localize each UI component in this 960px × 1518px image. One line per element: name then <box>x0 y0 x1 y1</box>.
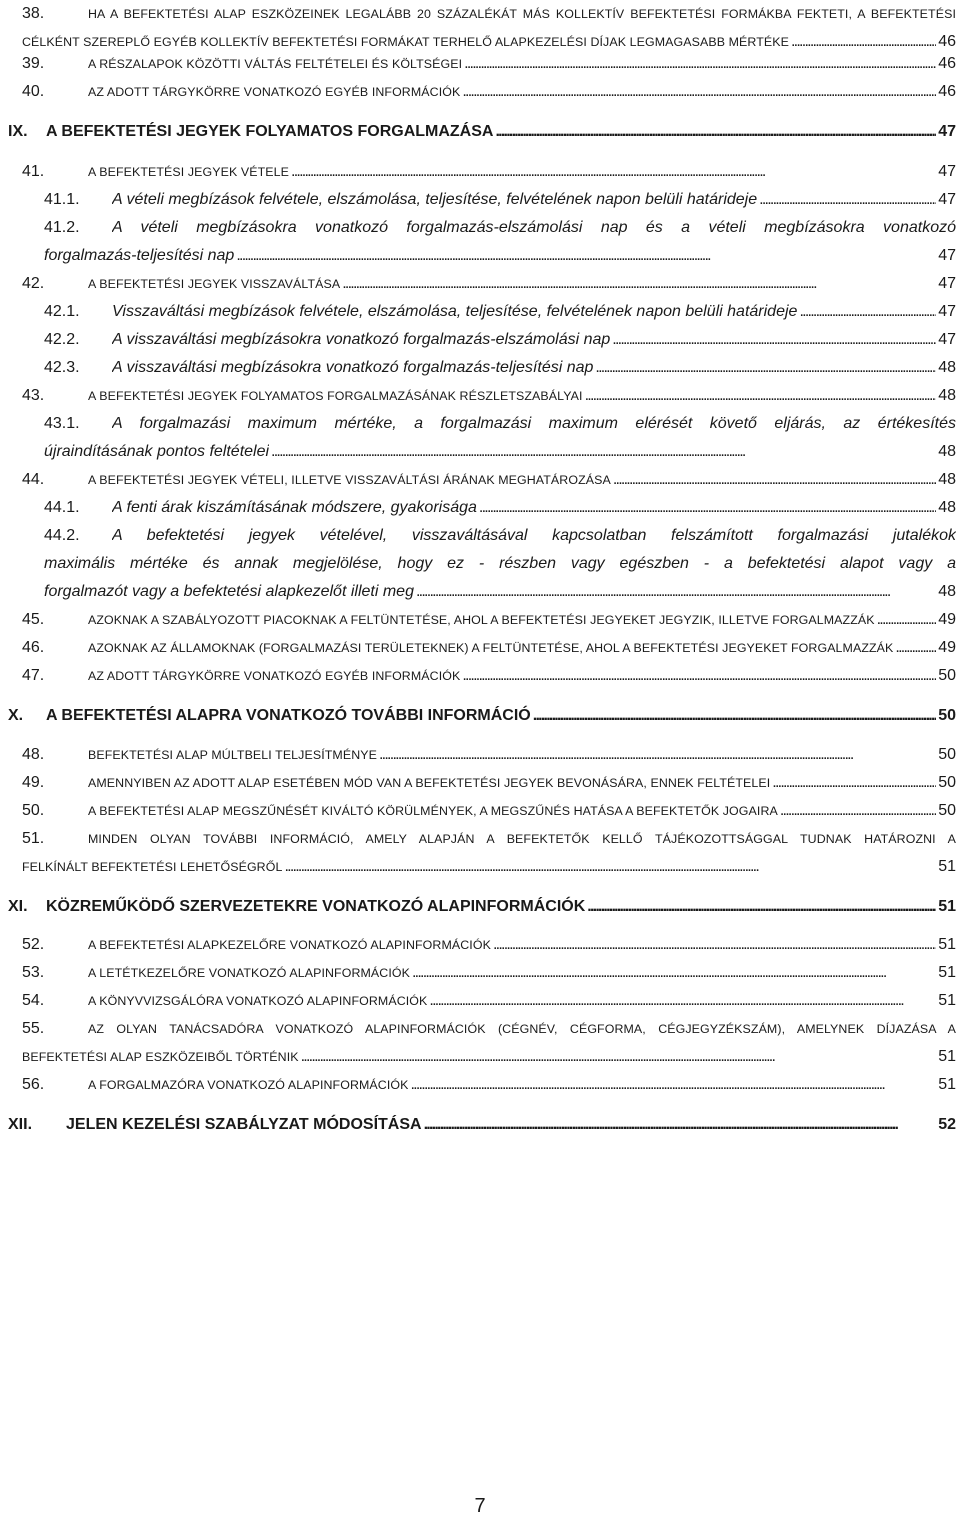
dot-leader <box>612 328 936 352</box>
toc-number: 43.1. <box>44 415 80 432</box>
toc-number: IX. <box>8 123 28 140</box>
toc-title: A BEFEKTETÉSI JEGYEK VÉTELI, ILLETVE VISSZAVÁLTÁSI ÁRÁNAK MEGHATÁROZÁSA <box>88 473 611 487</box>
toc-number: 42.1. <box>44 303 80 320</box>
dot-leader <box>495 120 936 144</box>
toc-line <box>0 580 960 604</box>
dot-leader <box>613 468 936 492</box>
dot-leader <box>412 961 936 985</box>
toc-page-number: 48 <box>938 359 956 376</box>
toc-title: A BEFEKTETÉSI JEGYEK FOLYAMATOS FORGALMAZÁSÁNAK RÉSZLETSZABÁLYAI <box>88 389 583 403</box>
toc-title: Visszaváltási megbízások felvétele, elszámolása, teljesítése, felvételének napon belüli határideje <box>112 303 798 320</box>
toc-title: A LETÉTKEZELŐRE VONATKOZÓ ALAPINFORMÁCIÓK <box>88 966 410 980</box>
toc-page-number: 48 <box>938 387 956 404</box>
toc-title: A KÖNYVVIZSGÁLÓRA VONATKOZÓ ALAPINFORMÁCIÓK <box>88 994 428 1008</box>
toc-line <box>0 244 960 268</box>
toc-title: A BEFEKTETÉSI ALAPRA VONATKOZÓ TOVÁBBI INFORMÁCIÓ <box>46 707 531 724</box>
toc-line <box>0 188 960 212</box>
toc-line <box>0 895 960 919</box>
toc-line <box>0 468 960 492</box>
dot-leader <box>533 704 936 728</box>
toc-number: 46. <box>22 639 45 656</box>
toc-page-number: 49 <box>938 639 956 656</box>
toc-number: 53. <box>22 964 45 981</box>
toc-line <box>0 827 960 851</box>
toc-line <box>0 216 960 240</box>
toc-number: 39. <box>22 55 45 72</box>
toc-line <box>0 160 960 184</box>
toc-number: 42. <box>22 275 45 292</box>
toc-line <box>0 120 960 144</box>
toc-number: 50. <box>22 802 45 819</box>
toc-title: A RÉSZALAPOK KÖZÖTTI VÁLTÁS FELTÉTELEI ÉS KÖLTSÉGEI <box>88 57 463 71</box>
dot-leader <box>464 52 936 76</box>
dot-leader <box>284 855 936 879</box>
toc-line <box>0 704 960 728</box>
toc-page-number: 50 <box>938 667 956 684</box>
toc-line <box>0 328 960 352</box>
toc-line <box>0 1073 960 1097</box>
toc-title: forgalmazás-teljesítési nap <box>44 247 235 264</box>
toc-page-number: 51 <box>938 1048 956 1065</box>
dot-leader <box>895 636 936 660</box>
dot-leader <box>595 356 936 380</box>
toc-number: 56. <box>22 1076 45 1093</box>
toc-page-number: 51 <box>938 936 956 953</box>
toc-number: 55. <box>22 1020 45 1037</box>
dot-leader <box>416 580 936 604</box>
toc-line <box>0 855 960 879</box>
toc-line <box>0 524 960 548</box>
toc-number: 45. <box>22 611 45 628</box>
toc-line <box>0 664 960 688</box>
toc-page-number: 47 <box>938 303 956 320</box>
toc-page-number: 48 <box>938 443 956 460</box>
toc-number: XII. <box>8 1116 33 1133</box>
toc-number: 42.3. <box>44 359 80 376</box>
toc-line <box>0 384 960 408</box>
toc-page-number: 47 <box>938 247 956 264</box>
toc-number: 42.2. <box>44 331 80 348</box>
toc-title: BEFEKTETÉSI ALAP ESZKÖZEIBŐL TÖRTÉNIK <box>22 1050 299 1064</box>
dot-leader <box>271 440 936 464</box>
toc-title: AZ ADOTT TÁRGYKÖRRE VONATKOZÓ EGYÉB INFORMÁCIÓK <box>88 669 461 683</box>
toc-page-number: 50 <box>938 746 956 763</box>
toc-title: maximális mértéke és annak megjelölése, hogy ez - részben vagy egészben - a befektetési alapot vagy a <box>44 555 956 572</box>
toc-page-number: 50 <box>938 707 956 724</box>
toc-number: 52. <box>22 936 45 953</box>
toc-number: X. <box>8 707 24 724</box>
dot-leader <box>780 799 936 823</box>
toc-number: 54. <box>22 992 45 1009</box>
dot-leader <box>291 160 936 184</box>
toc-title: AZOKNAK AZ ÁLLAMOKNAK (FORGALMAZÁSI TERÜLETEKNEK) A FELTÜNTETÉSE, AHOL A BEFEKTETÉSI JEGYEKET FORGALMAZZÁK <box>88 641 894 655</box>
toc-title: A FORGALMAZÓRA VONATKOZÓ ALAPINFORMÁCIÓK <box>88 1078 409 1092</box>
toc-title: AZOKNAK A SZABÁLYOZOTT PIACOKNAK A FELTÜNTETÉSE, AHOL A BEFEKTETÉSI JEGYEKET JEGYZIK, ILLETVE FORGALMAZZÁK <box>88 613 875 627</box>
toc-line <box>0 496 960 520</box>
toc-line <box>0 989 960 1013</box>
toc-page-number: 51 <box>938 898 956 915</box>
dot-leader <box>410 1073 936 1097</box>
toc-title: A forgalmazási maximum mértéke, a forgalmazási maximum elérését követő eljárás, az értékesítés <box>112 415 956 432</box>
toc-line <box>0 356 960 380</box>
dot-leader <box>587 895 936 919</box>
toc-page-number: 47 <box>938 275 956 292</box>
dot-leader <box>462 664 936 688</box>
toc-line <box>0 552 960 576</box>
toc-number: 44.1. <box>44 499 80 516</box>
toc-title: újraindításának pontos feltételei <box>44 443 270 460</box>
toc-title: A BEFEKTETÉSI ALAPKEZELŐRE VONATKOZÓ ALAPINFORMÁCIÓK <box>88 938 491 952</box>
dot-leader <box>342 272 936 296</box>
toc-line <box>0 636 960 660</box>
toc-title: AZ ADOTT TÁRGYKÖRRE VONATKOZÓ EGYÉB INFORMÁCIÓK <box>88 85 461 99</box>
toc-line <box>0 608 960 632</box>
toc-title: A BEFEKTETÉSI JEGYEK VISSZAVÁLTÁSA <box>88 277 341 291</box>
page-number: 7 <box>474 1495 486 1517</box>
toc-page-number: 50 <box>938 774 956 791</box>
toc-title: KÖZREMŰKÖDŐ SZERVEZETEKRE VONATKOZÓ ALAPINFORMÁCIÓK <box>46 898 586 915</box>
toc-number: 44.2. <box>44 527 80 544</box>
toc-title: A BEFEKTETÉSI JEGYEK VÉTELE <box>88 165 290 179</box>
dot-leader <box>429 989 936 1013</box>
toc-number: 41.2. <box>44 219 80 236</box>
toc-page-number: 51 <box>938 964 956 981</box>
toc-number: 41. <box>22 163 45 180</box>
toc-title: A fenti árak kiszámításának módszere, gyakorisága <box>112 499 477 516</box>
toc-title: JELEN KEZELÉSI SZABÁLYZAT MÓDOSÍTÁSA <box>66 1116 422 1133</box>
toc-page-number: 52 <box>938 1116 956 1133</box>
toc-number: 49. <box>22 774 45 791</box>
toc-page-number: 46 <box>938 83 956 100</box>
toc-title: forgalmazót vagy a befektetési alapkezelőt illeti meg <box>44 583 414 600</box>
toc-title: A befektetési jegyek vételével, visszaváltásával kapcsolatban felszámított forgalmazási jutalékok <box>112 527 956 544</box>
toc-line <box>0 799 960 823</box>
toc-number: 47. <box>22 667 45 684</box>
dot-leader <box>493 933 936 957</box>
toc-number: 44. <box>22 471 45 488</box>
toc-number: 38. <box>22 5 45 22</box>
toc-page-number: 51 <box>938 992 956 1009</box>
toc-page-number: 50 <box>938 802 956 819</box>
toc-page-number: 47 <box>938 163 956 180</box>
dot-leader <box>236 244 936 268</box>
toc-title: HA A BEFEKTETÉSI ALAP ESZKÖZEINEK LEGALÁBB 20 SZÁZALÉKÁT MÁS KOLLEKTÍV BEFEKTETÉSI FORMÁKBA FEKTETI, A BEFEKTETÉSI <box>88 7 956 21</box>
toc-title: A vételi megbízások felvétele, elszámolása, teljesítése, felvételének napon belüli határideje <box>112 191 758 208</box>
toc-number: 40. <box>22 83 45 100</box>
toc-page-number: 48 <box>938 583 956 600</box>
toc-page-number: 47 <box>938 191 956 208</box>
dot-leader <box>479 496 936 520</box>
toc-page-number: 47 <box>938 123 956 140</box>
toc-title: AMENNYIBEN AZ ADOTT ALAP ESETÉBEN MÓD VAN A BEFEKTETÉSI JEGYEK BEVONÁSÁRA, ENNEK FELTÉTELEI <box>88 776 771 790</box>
dot-leader <box>462 80 936 104</box>
toc-title: A vételi megbízásokra vonatkozó forgalmazás-elszámolási nap és a vételi megbízásokra vonatkozó <box>112 219 956 236</box>
toc-line <box>0 80 960 104</box>
toc-line <box>0 1113 960 1137</box>
toc-title: A BEFEKTETÉSI JEGYEK FOLYAMATOS FORGALMAZÁSA <box>46 123 494 140</box>
dot-leader <box>585 384 937 408</box>
toc-line <box>0 272 960 296</box>
toc-title: FELKÍNÁLT BEFEKTETÉSI LEHETŐSÉGRŐL <box>22 860 283 874</box>
toc-title: BEFEKTETÉSI ALAP MÚLTBELI TELJESÍTMÉNYE <box>88 748 377 762</box>
toc-title: A visszaváltási megbízásokra vonatkozó forgalmazás-teljesítési nap <box>112 359 594 376</box>
toc-page-number: 51 <box>938 1076 956 1093</box>
toc-page-number: 46 <box>938 55 956 72</box>
dot-leader <box>379 743 936 767</box>
dot-leader <box>759 188 936 212</box>
toc-page-number: 51 <box>938 858 956 875</box>
toc-line <box>0 2 960 26</box>
toc-number: 48. <box>22 746 45 763</box>
toc-number: 51. <box>22 830 45 847</box>
toc-title: A visszaváltási megbízásokra vonatkozó forgalmazás-elszámolási nap <box>112 331 611 348</box>
toc-line <box>0 300 960 324</box>
toc-line <box>0 412 960 436</box>
toc-line <box>0 1017 960 1041</box>
toc-title: AZ OLYAN TANÁCSADÓRA VONATKOZÓ ALAPINFORMÁCIÓK (CÉGNÉV, CÉGFORMA, CÉGJEGYZÉKSZÁM), AMELYNEK DÍJAZÁSA A <box>88 1022 956 1036</box>
toc-title: MINDEN OLYAN TOVÁBBI INFORMÁCIÓ, AMELY ALAPJÁN A BEFEKTETŐK KELLŐ TÁJÉKOZOTTSÁGGAL TUDNAK HATÁROZNI A <box>88 832 956 846</box>
toc-line <box>0 52 960 76</box>
toc-line <box>0 933 960 957</box>
toc-line <box>0 961 960 985</box>
dot-leader <box>301 1045 937 1069</box>
toc-number: 41.1. <box>44 191 80 208</box>
toc-line <box>0 440 960 464</box>
toc-number: 43. <box>22 387 45 404</box>
dot-leader <box>424 1113 937 1137</box>
toc-page-number: 49 <box>938 611 956 628</box>
toc-title: A BEFEKTETÉSI ALAP MEGSZŰNÉSÉT KIVÁLTÓ KÖRÜLMÉNYEK, A MEGSZŰNÉS HATÁSA A BEFEKTETŐK JOGAIRA <box>88 804 778 818</box>
toc-page-number: 48 <box>938 499 956 516</box>
dot-leader <box>877 608 937 632</box>
dot-leader <box>772 771 936 795</box>
toc-line <box>0 743 960 767</box>
toc-page-number: 46 <box>938 33 956 50</box>
toc-title: CÉLKÉNT SZEREPLŐ EGYÉB KOLLEKTÍV BEFEKTETÉSI FORMÁKAT TERHELŐ ALAPKEZELÉSI DÍJAK LEGMAGASABB MÉRTÉKE <box>22 35 789 49</box>
dot-leader <box>799 300 936 324</box>
toc-page-number: 48 <box>938 471 956 488</box>
toc-number: XI. <box>8 898 28 915</box>
toc-line <box>0 771 960 795</box>
toc-line <box>0 30 960 54</box>
dot-leader <box>791 30 936 54</box>
toc-line <box>0 1045 960 1069</box>
toc-page-number: 47 <box>938 331 956 348</box>
